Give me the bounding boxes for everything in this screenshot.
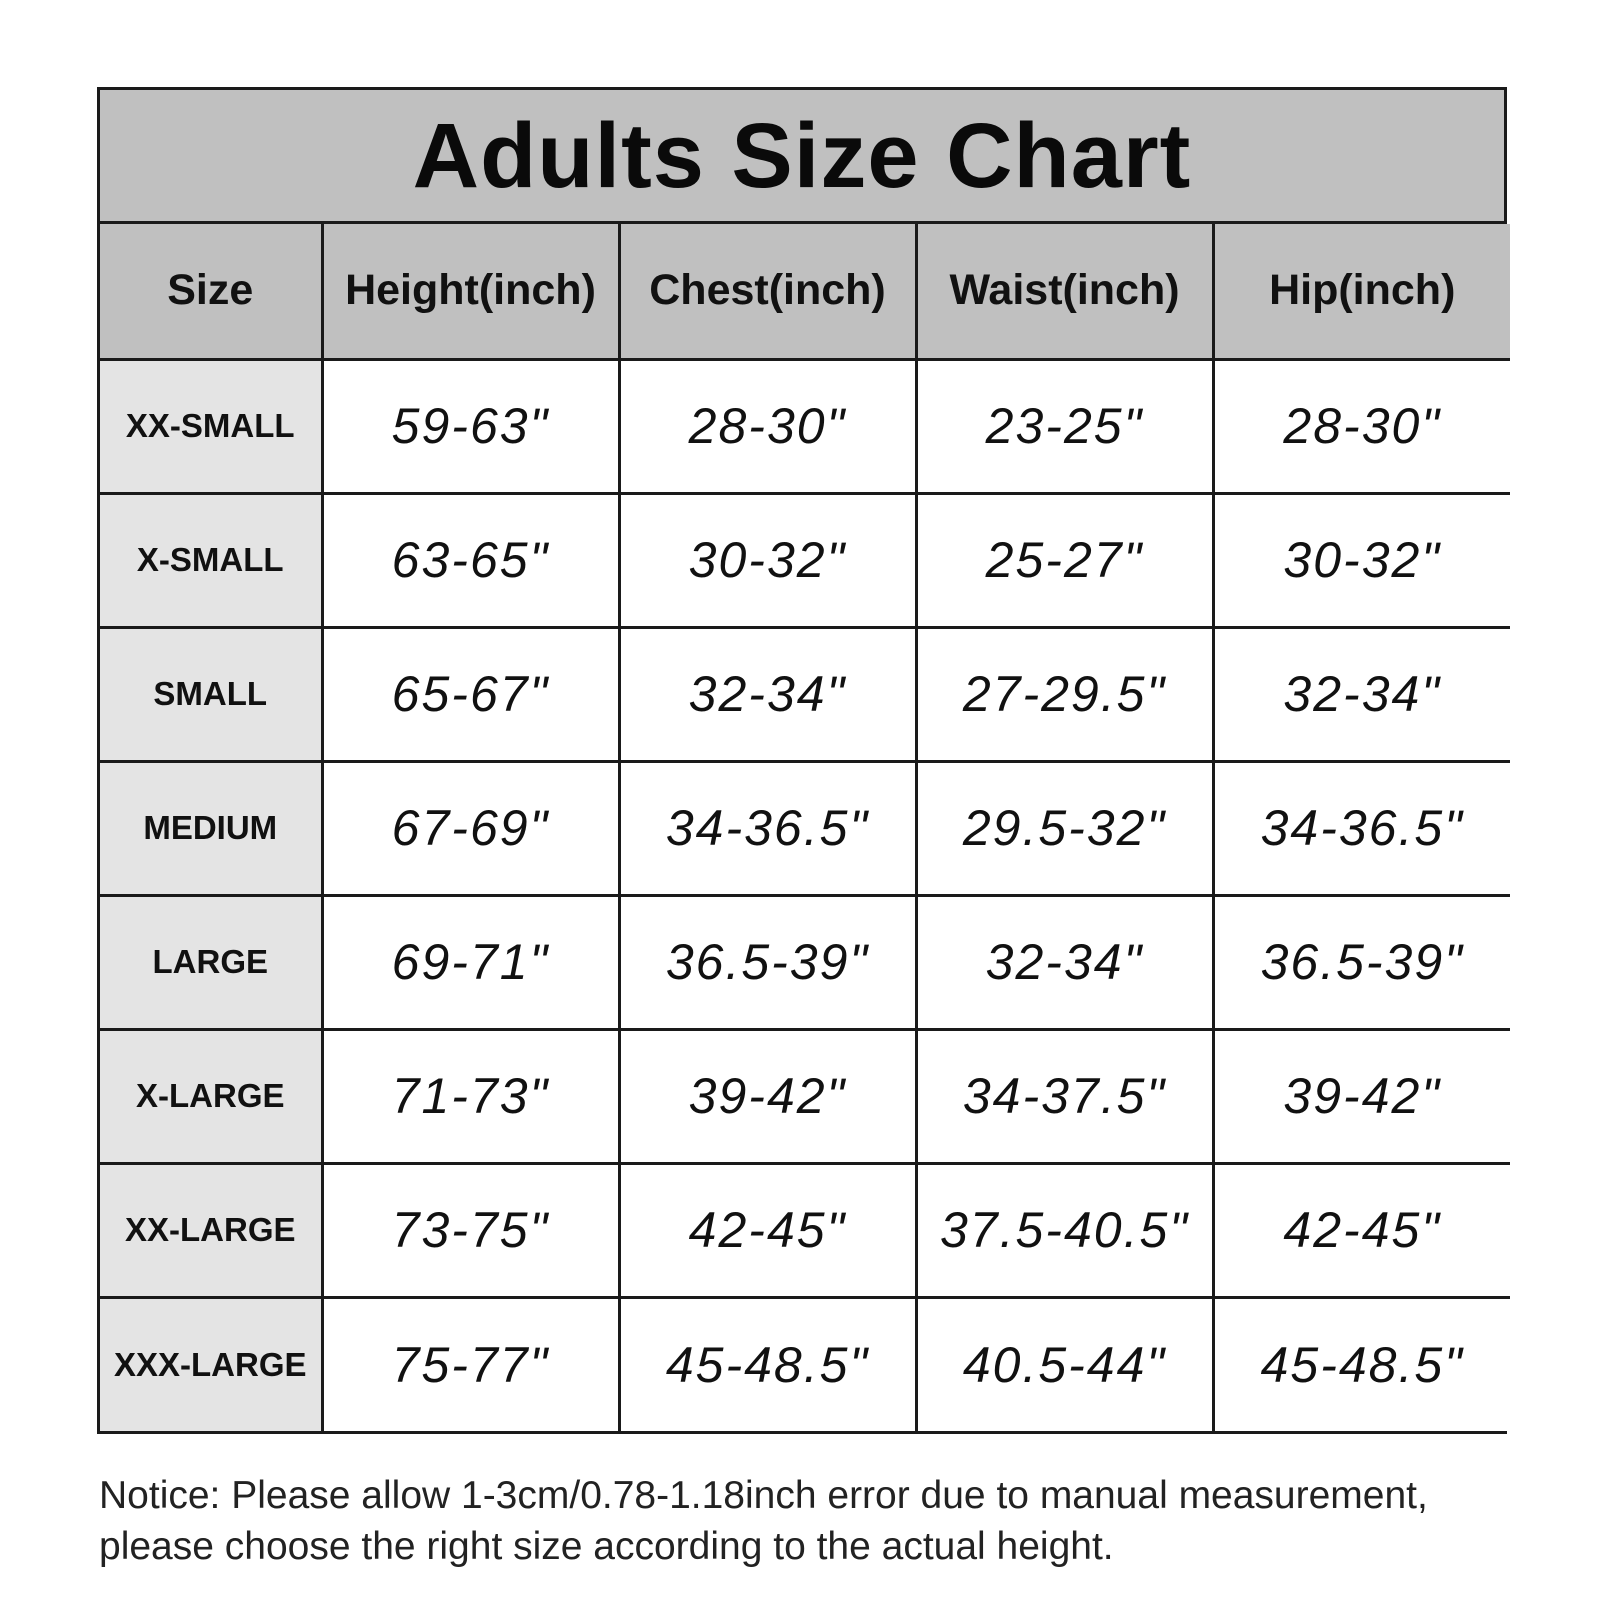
hip-value-cell: 39-42" [1213,1029,1510,1163]
height-value-cell: 75-77" [322,1297,619,1431]
column-header-waist: Waist(inch) [916,224,1213,359]
table-row [100,627,1510,761]
hip-value-cell: 34-36.5" [1213,761,1510,895]
column-header-size: Size [100,224,322,359]
hip-value-cell: 28-30" [1213,359,1510,493]
waist-value-cell: 27-29.5" [916,627,1213,761]
column-header-chest: Chest(inch) [619,224,916,359]
hip-value-cell: 42-45" [1213,1163,1510,1297]
notice-line-1: Notice: Please allow 1-3cm/0.78-1.18inch error due to manual measurement, [99,1474,1428,1517]
chart-title: Adults Size Chart [412,104,1192,207]
size-label-cell: LARGE [100,895,322,1029]
table-row [100,493,1510,627]
waist-value-cell: 34-37.5" [916,1029,1213,1163]
chest-value-cell: 34-36.5" [619,761,916,895]
hip-value-cell: 45-48.5" [1213,1297,1510,1431]
waist-value-cell: 25-27" [916,493,1213,627]
height-value-cell: 69-71" [322,895,619,1029]
column-header-hip: Hip(inch) [1213,224,1510,359]
size-label-cell: X-SMALL [100,493,322,627]
height-value-cell: 59-63" [322,359,619,493]
chest-value-cell: 45-48.5" [619,1297,916,1431]
hip-value-cell: 36.5-39" [1213,895,1510,1029]
height-value-cell: 65-67" [322,627,619,761]
table-row [100,761,1510,895]
size-chart [97,87,1507,1434]
waist-value-cell: 23-25" [916,359,1213,493]
size-label-cell: SMALL [100,627,322,761]
waist-value-cell: 29.5-32" [916,761,1213,895]
height-value-cell: 67-69" [322,761,619,895]
chest-value-cell: 39-42" [619,1029,916,1163]
size-table [100,224,1510,1431]
table-row [100,1163,1510,1297]
chest-value-cell: 30-32" [619,493,916,627]
hip-value-cell: 30-32" [1213,493,1510,627]
waist-value-cell: 40.5-44" [916,1297,1213,1431]
chest-value-cell: 32-34" [619,627,916,761]
chart-title-bar [100,90,1504,224]
table-row [100,1297,1510,1431]
table-row [100,359,1510,493]
height-value-cell: 71-73" [322,1029,619,1163]
table-row [100,895,1510,1029]
measurement-notice [99,1470,1559,1572]
height-value-cell: 63-65" [322,493,619,627]
waist-value-cell: 32-34" [916,895,1213,1029]
table-header-row [100,224,1510,359]
size-label-cell: XXX-LARGE [100,1297,322,1431]
notice-line-2: please choose the right size according to the actual height. [99,1525,1114,1568]
waist-value-cell: 37.5-40.5" [916,1163,1213,1297]
height-value-cell: 73-75" [322,1163,619,1297]
chest-value-cell: 42-45" [619,1163,916,1297]
size-label-cell: XX-SMALL [100,359,322,493]
column-header-height: Height(inch) [322,224,619,359]
size-label-cell: X-LARGE [100,1029,322,1163]
size-label-cell: MEDIUM [100,761,322,895]
chest-value-cell: 36.5-39" [619,895,916,1029]
table-body [100,359,1510,1431]
size-label-cell: XX-LARGE [100,1163,322,1297]
hip-value-cell: 32-34" [1213,627,1510,761]
chest-value-cell: 28-30" [619,359,916,493]
table-row [100,1029,1510,1163]
